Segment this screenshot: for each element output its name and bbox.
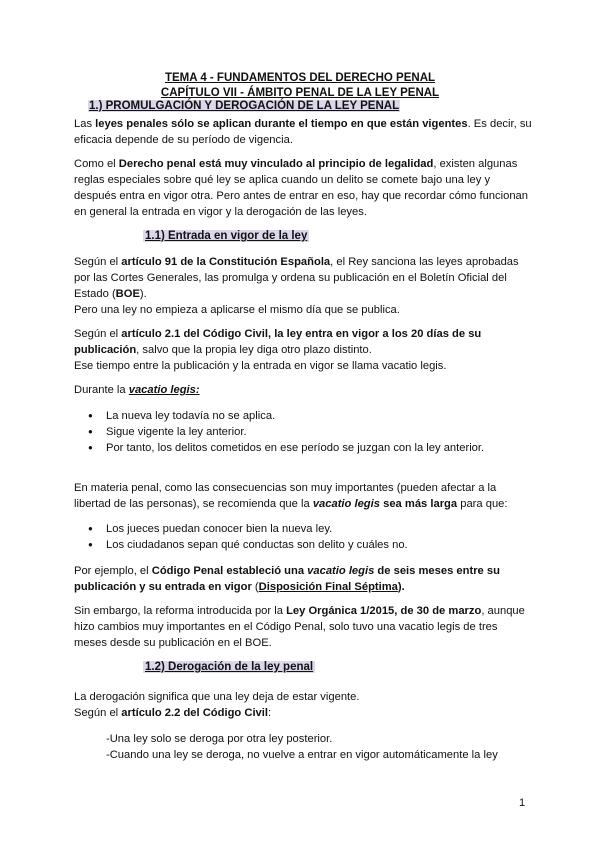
paragraph-articulo-91: Según el artículo 91 de la Constitución Española, el Rey sanciona las leyes aprobadas por las Cortes Generales, las promulga y ordena su publicación en el Boletín Oficial del Estado (BOE). Pero una ley no empieza a aplicarse el mismo día que se publica. [74,256,519,316]
paragraph-materia-penal: En materia penal, como las consecuencias son muy importantes (pueden afectar a la libertad de las personas), se recomienda que la vacatio legis sea más larga para que: [74,482,508,510]
paragraph-durante-vacatio: Durante la vacatio legis: [74,384,200,396]
paragraph-articulo-2-1: Según el artículo 2.1 del Código Civil, la ley entra en vigor a los 20 días de su publicación, salvo que la propia ley diga otro plazo distinto. Ese tiempo entre la publicación y la entrada en vigor se llama vacatio legis. [74,328,482,372]
paragraph-legalidad: Como el Derecho penal está muy vinculado al principio de legalidad, existen algunas reglas especiales sobre qué ley se aplica cuando un delito se comete bajo una ley y después entra en vigor otra. Pero antes de entrar en eso, hay que recordar cómo funcionan en general la entrada en vigor y la derogación de las leyes. [74,158,528,218]
dash-item: -Cuando una ley se deroga, no vuelve a entrar en vigor automáticamente la ley [106,749,498,761]
paragraph-derogacion: La derogación significa que una ley deja de estar vigente. Según el artículo 2.2 del Código Civil: [74,691,360,719]
paragraph-leyes-penales: Las leyes penales sólo se aplican durante el tiempo en que están vigentes. Es decir, su eficacia depende de su período de vigencia. [74,118,532,146]
list-item: ● La nueva ley todavía no se aplica. [88,408,484,424]
paragraph-ley-organica: Sin embargo, la reforma introducida por la Ley Orgánica 1/2015, de 30 de marzo, aunque hizo cambios muy importantes en el Código Penal, solo tuvo una vacatio legis de tres meses desde su publicación en el BOE. [74,605,525,649]
list-item: ● Los jueces puedan conocer bien la nueva ley. [88,521,408,537]
document-title: TEMA 4 - FUNDAMENTOS DEL DERECHO PENAL [164,72,436,84]
subsection-heading-1-2: 1.2) Derogación de la ley penal [145,661,314,673]
bullet-list-vacatio [88,408,484,456]
list-item: ● Los ciudadanos sepan qué conductas son delito y cuáles no. [88,537,408,553]
section-heading-1: 1.) PROMULGACIÓN Y DEROGACIÓN DE LA LEY PENAL [89,100,400,112]
page-number: 1 [519,797,526,809]
bullet-list-motivos [88,521,408,553]
chapter-title: CAPÍTULO VII - ÁMBITO PENAL DE LA LEY PENAL [160,87,440,99]
subsection-heading-1-1: 1.1) Entrada en vigor de la ley [145,230,308,242]
dash-item: -Una ley solo se deroga por otra ley posterior. [106,733,333,745]
paragraph-codigo-penal: Por ejemplo, el Código Penal estableció una vacatio legis de seis meses entre su publicación y su entrada en vigor (Disposición Final Séptima). [74,565,500,593]
list-item: ● Sigue vigente la ley anterior. [88,424,484,440]
list-item: ● Por tanto, los delitos cometidos en ese período se juzgan con la ley anterior. [88,440,484,456]
